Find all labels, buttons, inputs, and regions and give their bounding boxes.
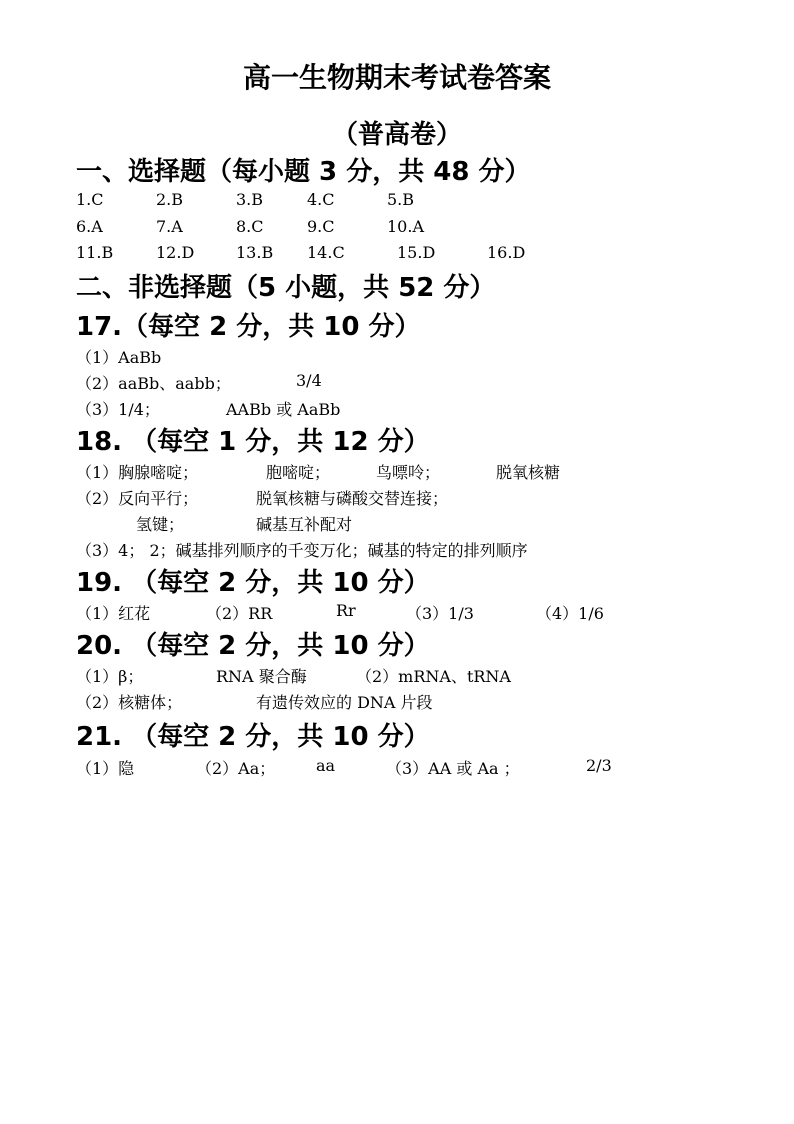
- q17-answer: AABb 或 AaBb: [226, 400, 341, 419]
- q17-answer: （2）aaBb、aabb；: [76, 374, 231, 393]
- answer-item: 4.C: [307, 190, 335, 209]
- answer-item: 9.C: [307, 217, 335, 236]
- question-21-heading: 21. （每空 2 分，共 10 分）: [76, 722, 430, 752]
- q18-answer: （1）胸腺嘧啶；: [76, 463, 199, 482]
- question-17-heading: 17.（每空 2 分，共 10 分）: [76, 312, 421, 342]
- q19-answer: Rr: [336, 601, 356, 620]
- answer-item: 11.B: [76, 243, 114, 262]
- answer-item: 12.D: [156, 243, 195, 262]
- q20-answer: （1）β；: [76, 667, 144, 686]
- q21-answer: aa: [316, 756, 336, 775]
- answer-item: 5.B: [387, 190, 415, 209]
- page-title: 高一生物期末考试卷答案: [242, 61, 551, 94]
- q18-answer: （2）反向平行；: [76, 489, 199, 508]
- q21-answer: （1）隐: [76, 759, 135, 778]
- answer-item: 13.B: [236, 243, 274, 262]
- answer-item: 8.C: [236, 217, 264, 236]
- answer-item: 7.A: [156, 217, 183, 236]
- q18-answer: 脱氧核糖: [496, 463, 561, 482]
- answer-item: 3.B: [236, 190, 264, 209]
- q17-answer: （3）1/4；: [76, 400, 160, 419]
- q18-answer: 胞嘧啶；: [266, 463, 331, 482]
- section-2-heading: 二、非选择题（5 小题，共 52 分）: [76, 273, 496, 303]
- q17-answer: 3/4: [296, 371, 322, 390]
- answer-item: 14.C: [307, 243, 345, 262]
- q18-answer: （3）4； 2；碱基排列顺序的千变万化；碱基的特定的排列顺序: [76, 541, 528, 560]
- q18-answer: 氢键；: [136, 515, 185, 534]
- answer-item: 16.D: [487, 243, 526, 262]
- q18-answer: 碱基互补配对: [256, 515, 353, 534]
- q21-answer: （2）Aa；: [196, 759, 276, 778]
- question-19-heading: 19. （每空 2 分，共 10 分）: [76, 568, 430, 598]
- q18-answer: 鸟嘌呤；: [376, 463, 441, 482]
- question-18-heading: 18. （每空 1 分，共 12 分）: [76, 427, 430, 457]
- q19-answer: （4）1/6: [536, 604, 604, 623]
- q17-answer: （1）AaBb: [76, 348, 162, 367]
- q20-answer: 有遗传效应的 DNA 片段: [256, 693, 433, 712]
- q20-answer: （2）核糖体；: [76, 693, 183, 712]
- q18-answer: 脱氧核糖与磷酸交替连接；: [256, 489, 449, 508]
- section-1-heading: 一、选择题（每小题 3 分，共 48 分）: [76, 157, 531, 187]
- question-20-heading: 20. （每空 2 分，共 10 分）: [76, 631, 430, 661]
- q21-answer: 2/3: [586, 756, 612, 775]
- answer-item: 1.C: [76, 190, 104, 209]
- answer-item: 2.B: [156, 190, 184, 209]
- q19-answer: （1）红花: [76, 604, 151, 623]
- answer-item: 6.A: [76, 217, 103, 236]
- q19-answer: （3）1/3: [406, 604, 474, 623]
- answer-item: 15.D: [397, 243, 436, 262]
- q20-answer: （2）mRNA、tRNA: [356, 667, 511, 686]
- q21-answer: （3）AA 或 Aa ；: [386, 759, 520, 778]
- q19-answer: （2）RR: [206, 604, 273, 623]
- answer-item: 10.A: [387, 217, 424, 236]
- q20-answer: RNA 聚合酶: [216, 667, 307, 686]
- page-subtitle: （普高卷）: [331, 120, 462, 150]
